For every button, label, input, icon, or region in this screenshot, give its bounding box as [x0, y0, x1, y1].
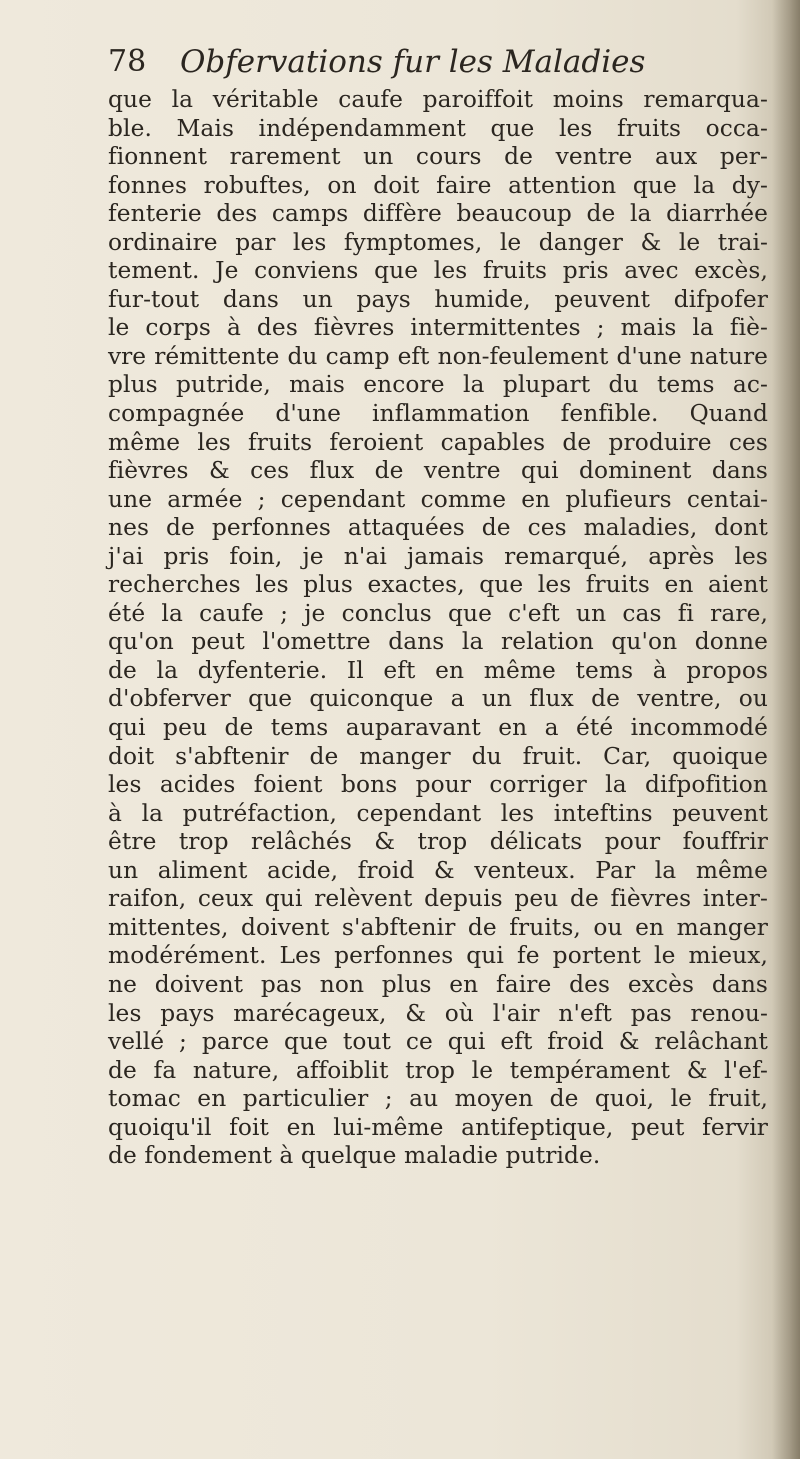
text-line: recherches les plus exactes, que les fruits en aient	[108, 571, 768, 599]
text-line: les pays marécageux, & où l'air n'eft pas renou-	[108, 999, 768, 1027]
text-line: quoiqu'il foit en lui-même antifeptique, peut fervir	[108, 1113, 768, 1141]
text-line: qui peu de tems auparavant en a été incommodé	[108, 714, 768, 742]
text-line: fenterie des camps diffère beaucoup de la diarrhée	[108, 200, 768, 228]
text-line: doit s'abftenir de manger du fruit. Car, quoique	[108, 742, 768, 770]
text-line: fièvres & ces flux de ventre qui dominent dans	[108, 457, 768, 485]
text-line: de la dyfenterie. Il eft en même tems à propos	[108, 656, 768, 684]
text-line: fionnent rarement un cours de ventre aux per-	[108, 143, 768, 171]
text-line: fur-tout dans un pays humide, peuvent difpofer	[108, 285, 768, 313]
page-header	[108, 40, 748, 90]
text-line: qu'on peut l'omettre dans la relation qu'on donne	[108, 628, 768, 656]
text-line: fonnes robuftes, on doit faire attention que la dy-	[108, 171, 768, 199]
text-line: d'obferver que quiconque a un flux de ventre, ou	[108, 685, 768, 713]
text-line: nes de perfonnes attaquées de ces maladies, dont	[108, 514, 768, 542]
text-line: ne doivent pas non plus en faire des excès dans	[108, 970, 768, 998]
text-line: même les fruits feroient capables de produire ces	[108, 428, 768, 456]
text-line: un aliment acide, froid & venteux. Par la même	[108, 856, 768, 884]
page-number: 78	[108, 44, 147, 79]
text-line: raifon, ceux qui relèvent depuis peu de fièvres inter-	[108, 885, 768, 913]
text-line: vellé ; parce que tout ce qui eft froid & relâchant	[108, 1028, 768, 1056]
text-line: compagnée d'une inflammation fenfible. Quand	[108, 400, 768, 428]
text-line: ordinaire par les fymptomes, le danger & le trai-	[108, 228, 768, 256]
text-line: à la putréfaction, cependant les inteftins peuvent	[108, 799, 768, 827]
text-line: modérément. Les perfonnes qui fe portent le mieux,	[108, 942, 768, 970]
text-line: mittentes, doivent s'abftenir de fruits, ou en manger	[108, 913, 768, 941]
text-line: j'ai pris foin, je n'ai jamais remarqué, après les	[108, 542, 768, 570]
text-line: vre rémittente du camp eft non-feulement d'une nature	[108, 342, 768, 370]
text-line: plus putride, mais encore la plupart du tems ac-	[108, 371, 768, 399]
text-line: le corps à des fièvres intermittentes ; mais la fiè-	[108, 314, 768, 342]
text-line: une armée ; cependant comme en plufieurs centai-	[108, 485, 768, 513]
text-line-last: de fondement à quelque maladie putride.	[108, 1142, 601, 1170]
text-line: de fa nature, affoiblit trop le tempérament & l'ef-	[108, 1056, 768, 1084]
text-line: les acides foient bons pour corriger la difpofition	[108, 771, 768, 799]
text-line: tement. Je conviens que les fruits pris avec excès,	[108, 257, 768, 285]
text-line: été la caufe ; je conclus que c'eft un cas fi rare,	[108, 599, 768, 627]
text-line: ble. Mais indépendamment que les fruits occa-	[108, 114, 768, 142]
body-text	[108, 86, 768, 1171]
text-line: tomac en particulier ; au moyen de quoi, le fruit,	[108, 1085, 768, 1113]
running-title: Obfervations fur les Maladies	[180, 44, 646, 80]
text-line: que la véritable caufe paroiffoit moins remarqua-	[108, 86, 768, 113]
text-line: être trop relâchés & trop délicats pour fouffrir	[108, 828, 768, 856]
page-edge-shadow	[772, 0, 800, 1459]
